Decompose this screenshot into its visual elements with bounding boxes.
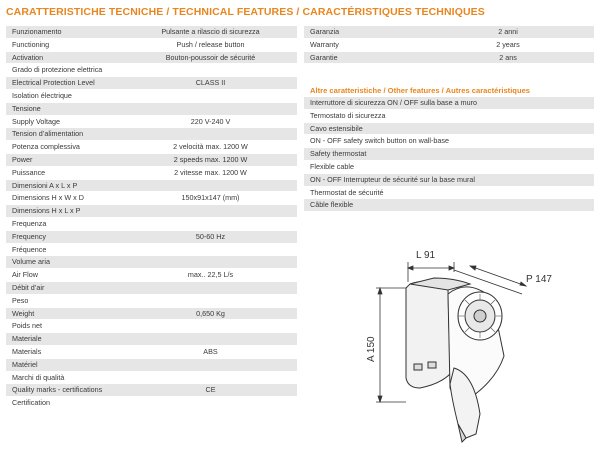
row-value: 2 years bbox=[422, 38, 594, 51]
row-value: 2 anni bbox=[422, 26, 594, 38]
row-label: Air Flow bbox=[6, 269, 124, 282]
table-row bbox=[6, 358, 297, 371]
table-row bbox=[6, 89, 297, 102]
table-row bbox=[304, 122, 594, 135]
row-value: 2 speeds max. 1200 W bbox=[124, 153, 297, 166]
row-label: Activation bbox=[6, 51, 124, 64]
table-row bbox=[6, 320, 297, 333]
row-value bbox=[124, 333, 297, 346]
table-row bbox=[6, 102, 297, 115]
row-label: Supply Voltage bbox=[6, 115, 124, 128]
table-row bbox=[304, 26, 594, 38]
row-label: Potenza complessiva bbox=[6, 141, 124, 154]
table-row bbox=[304, 160, 594, 173]
row-value bbox=[124, 256, 297, 269]
row-value bbox=[124, 358, 297, 371]
row-label: Tension d’alimentation bbox=[6, 128, 124, 141]
feature-item: Cavo estensibile bbox=[304, 122, 594, 135]
row-value bbox=[124, 294, 297, 307]
table-row bbox=[6, 38, 297, 51]
table-row bbox=[6, 153, 297, 166]
other-features-table bbox=[304, 97, 594, 212]
row-value bbox=[124, 397, 297, 410]
row-label: Dimensioni A x L x P bbox=[6, 179, 124, 192]
table-row bbox=[304, 186, 594, 199]
dimension-depth-label: P 147 bbox=[526, 274, 552, 285]
row-value: 50-60 Hz bbox=[124, 230, 297, 243]
row-label: Certification bbox=[6, 397, 124, 410]
table-row bbox=[6, 281, 297, 294]
table-row bbox=[304, 199, 594, 212]
row-label: Quality marks - certifications bbox=[6, 384, 124, 397]
table-row bbox=[304, 97, 594, 109]
row-value bbox=[124, 217, 297, 230]
row-label: Peso bbox=[6, 294, 124, 307]
dimension-height-label: A 150 bbox=[366, 336, 377, 362]
table-row bbox=[304, 38, 594, 51]
row-value: Push / release button bbox=[124, 38, 297, 51]
table-row bbox=[304, 173, 594, 186]
row-value bbox=[124, 281, 297, 294]
row-label: Funzionamento bbox=[6, 26, 124, 38]
table-row bbox=[6, 345, 297, 358]
row-label: Frequency bbox=[6, 230, 124, 243]
row-label: Materiale bbox=[6, 333, 124, 346]
row-value: CE bbox=[124, 384, 297, 397]
row-value: max.. 22,5 L/s bbox=[124, 269, 297, 282]
feature-item: Flexible cable bbox=[304, 160, 594, 173]
row-value bbox=[124, 128, 297, 141]
table-row bbox=[6, 294, 297, 307]
other-features-heading: Altre caratteristiche / Other features / Autres caractéristiques bbox=[310, 86, 531, 95]
feature-item: Termostato di sicurezza bbox=[304, 109, 594, 122]
row-value: Pulsante a rilascio di sicurezza bbox=[124, 26, 297, 38]
row-label: Warranty bbox=[304, 38, 422, 51]
row-label: Garantie bbox=[304, 51, 422, 64]
row-label: Débit d’air bbox=[6, 281, 124, 294]
page-title: CARATTERISTICHE TECNICHE / TECHNICAL FEATURES / CARACTÉRISTIQUES TECHNIQUES bbox=[6, 6, 485, 18]
table-row bbox=[6, 269, 297, 282]
row-label: Garanzia bbox=[304, 26, 422, 38]
row-value bbox=[124, 243, 297, 256]
table-row bbox=[6, 192, 297, 205]
table-row bbox=[6, 64, 297, 77]
table-row bbox=[6, 307, 297, 320]
row-label: Marchi di qualità bbox=[6, 371, 124, 384]
feature-item: ON - OFF safety switch button on wall-base bbox=[304, 135, 594, 148]
table-row bbox=[6, 26, 297, 38]
table-row bbox=[6, 115, 297, 128]
row-label: Electrical Protection Level bbox=[6, 77, 124, 90]
specifications-table bbox=[6, 26, 297, 410]
row-label: Dimensions H x W x D bbox=[6, 192, 124, 205]
row-value bbox=[124, 89, 297, 102]
row-label: Power bbox=[6, 153, 124, 166]
table-row bbox=[6, 256, 297, 269]
table-row bbox=[6, 230, 297, 243]
row-value: 150x91x147 (mm) bbox=[124, 192, 297, 205]
table-row bbox=[6, 333, 297, 346]
row-value bbox=[124, 320, 297, 333]
row-value: 0,650 Kg bbox=[124, 307, 297, 320]
row-label: Fréquence bbox=[6, 243, 124, 256]
table-row bbox=[304, 148, 594, 161]
row-label: Puissance bbox=[6, 166, 124, 179]
row-label: Matériel bbox=[6, 358, 124, 371]
table-row bbox=[304, 109, 594, 122]
feature-item: Interruttore di sicurezza ON / OFF sulla base a muro bbox=[304, 97, 594, 109]
table-row bbox=[6, 384, 297, 397]
row-label: Functioning bbox=[6, 38, 124, 51]
table-row bbox=[6, 243, 297, 256]
row-value: 220 V-240 V bbox=[124, 115, 297, 128]
table-row bbox=[6, 179, 297, 192]
row-value: ABS bbox=[124, 345, 297, 358]
table-row bbox=[6, 397, 297, 410]
row-label: Tensione bbox=[6, 102, 124, 115]
table-row bbox=[6, 217, 297, 230]
table-row bbox=[6, 141, 297, 154]
feature-item: Thermostat de sécurité bbox=[304, 186, 594, 199]
row-label: Dimensions H x L x P bbox=[6, 205, 124, 218]
dimension-width-label: L 91 bbox=[416, 250, 436, 261]
row-value bbox=[124, 64, 297, 77]
row-value bbox=[124, 371, 297, 384]
feature-item: Câble flexible bbox=[304, 199, 594, 212]
table-row bbox=[304, 51, 594, 64]
hand-dryer-dimension-drawing bbox=[350, 238, 595, 458]
guarantee-table bbox=[304, 26, 594, 64]
row-value: 2 ans bbox=[422, 51, 594, 64]
table-row bbox=[304, 135, 594, 148]
table-row bbox=[6, 205, 297, 218]
row-value: 2 velocità max. 1200 W bbox=[124, 141, 297, 154]
feature-item: Safety thermostat bbox=[304, 148, 594, 161]
table-row bbox=[6, 77, 297, 90]
table-row bbox=[6, 51, 297, 64]
table-row bbox=[6, 166, 297, 179]
row-value: CLASS II bbox=[124, 77, 297, 90]
row-label: Frequenza bbox=[6, 217, 124, 230]
feature-item: ON - OFF Interrupteur de sécurité sur la base mural bbox=[304, 173, 594, 186]
row-value bbox=[124, 205, 297, 218]
row-label: Volume aria bbox=[6, 256, 124, 269]
row-value: Bouton-poussoir de sécurité bbox=[124, 51, 297, 64]
table-row bbox=[6, 128, 297, 141]
row-label: Poids net bbox=[6, 320, 124, 333]
row-label: Isolation électrique bbox=[6, 89, 124, 102]
row-value bbox=[124, 102, 297, 115]
row-value bbox=[124, 179, 297, 192]
row-value: 2 vitesse max. 1200 W bbox=[124, 166, 297, 179]
row-label: Materials bbox=[6, 345, 124, 358]
row-label: Weight bbox=[6, 307, 124, 320]
table-row bbox=[6, 371, 297, 384]
row-label: Grado di protezione elettrica bbox=[6, 64, 124, 77]
